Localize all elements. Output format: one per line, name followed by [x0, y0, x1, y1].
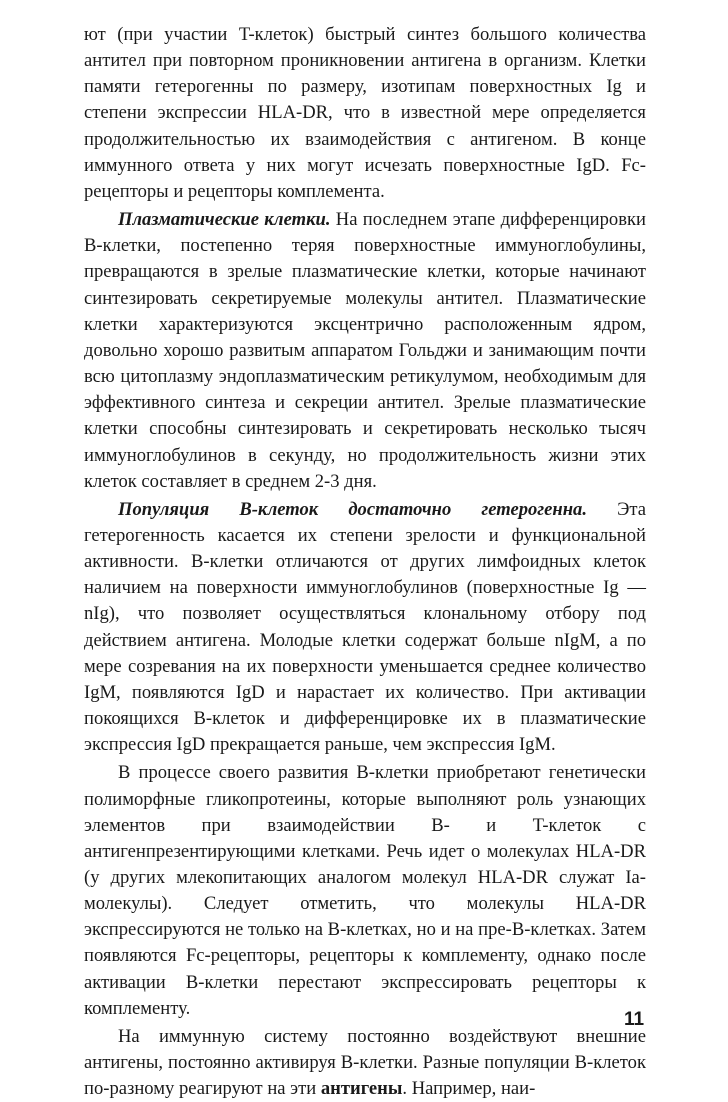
paragraph-text: Эта гетерогенность касается их степени зрелости и функциональной активности. B-клетки отличаются от других лимфоидных клеток наличием на поверхности иммуноглобулинов (поверхностные Ig — nIg), что позволяет осуществляться клональному отбору под действием антигена. Молодые клетки содержат больше nIgM, а по мере созревания на их поверхности уменьшается среднее количество IgM, появляются IgD и нарастает их количество. При активации покоящихся B-клеток и дифференцировке их в плазматические экспрессия IgD прекращается раньше, чем экспрессия IgM.: [84, 498, 646, 756]
paragraph-tail: . Например, наи-: [402, 1078, 536, 1100]
paragraph-text: ют (при участии T-клеток) быстрый синтез большого количества антител при повторном проникновении антигена в организм. Клетки памяти гетерогенны по размеру, изотипам поверхностных Ig и степени экспрессии HLA-DR, что в известной мере определяется продолжительностью их взаимодействия с антигеном. В конце иммунного ответа у них могут исчезать поверхностные IgD. Fc-рецепторы и рецепторы комплемента.: [84, 24, 646, 202]
paragraph-heading: Плазматические клетки.: [118, 209, 331, 231]
paragraph-memory-cells: [84, 22, 646, 205]
paragraph-glycoproteins: [84, 760, 646, 1022]
paragraph-heading: Популяция B-клеток достаточно гетерогенна.: [118, 498, 588, 520]
paragraph-text: В процессе своего развития B-клетки приобретают генетически полиморфные гликопротеины, которые выполняют роль узнающих элементов при взаимодействии B- и T-клеток с антигенпрезентирующими клетками. Речь идет о молекулах HLA-DR (у других млекопитающих аналогом молекул HLA-DR служат Ia-молекулы). Следует отметить, что молекулы HLA-DR экспрессируются не только на B-клетках, но и на пре-B-клетках. Затем появляются Fc-рецепторы, рецепторы к комплементу, однако после активации B-клетки перестают экспрессировать рецепторы к комплементу.: [84, 762, 646, 1019]
paragraph-text: На последнем этапе дифференцировки B-клетки, постепенно теряя поверхностные иммуноглобулины, превращаются в зрелые плазматические клетки, которые начинают синтезировать секретируемые молекулы антител. Плазматические клетки характеризуются эксцентрично расположенным ядром, довольно хорошо развитым аппаратом Гольджи и занимающим почти всю цитоплазму эндоплазматическим ретикулумом, необходимым для эффективного синтеза и секреции антител. Зрелые плазматические клетки способны синтезировать и секретировать несколько тысяч иммуноглобулинов в секунду, но продолжительность жизни этих клеток составляет в среднем 2-3 дня.: [84, 209, 646, 492]
paragraph-b-cell-population: [84, 497, 646, 759]
paragraph-text: На иммунную систему постоянно воздействуют внешние антигены, постоянно активируя B-клетки. Разные популяции B-клеток по-разному реагируют на эти: [84, 1025, 646, 1100]
paragraph-external-antigens: [84, 1024, 646, 1102]
paragraph-plasma-cells: [84, 207, 646, 495]
document-page: [84, 22, 646, 1102]
page-number: 11: [624, 1009, 645, 1030]
paragraph-emphasis: антигены: [320, 1078, 403, 1100]
